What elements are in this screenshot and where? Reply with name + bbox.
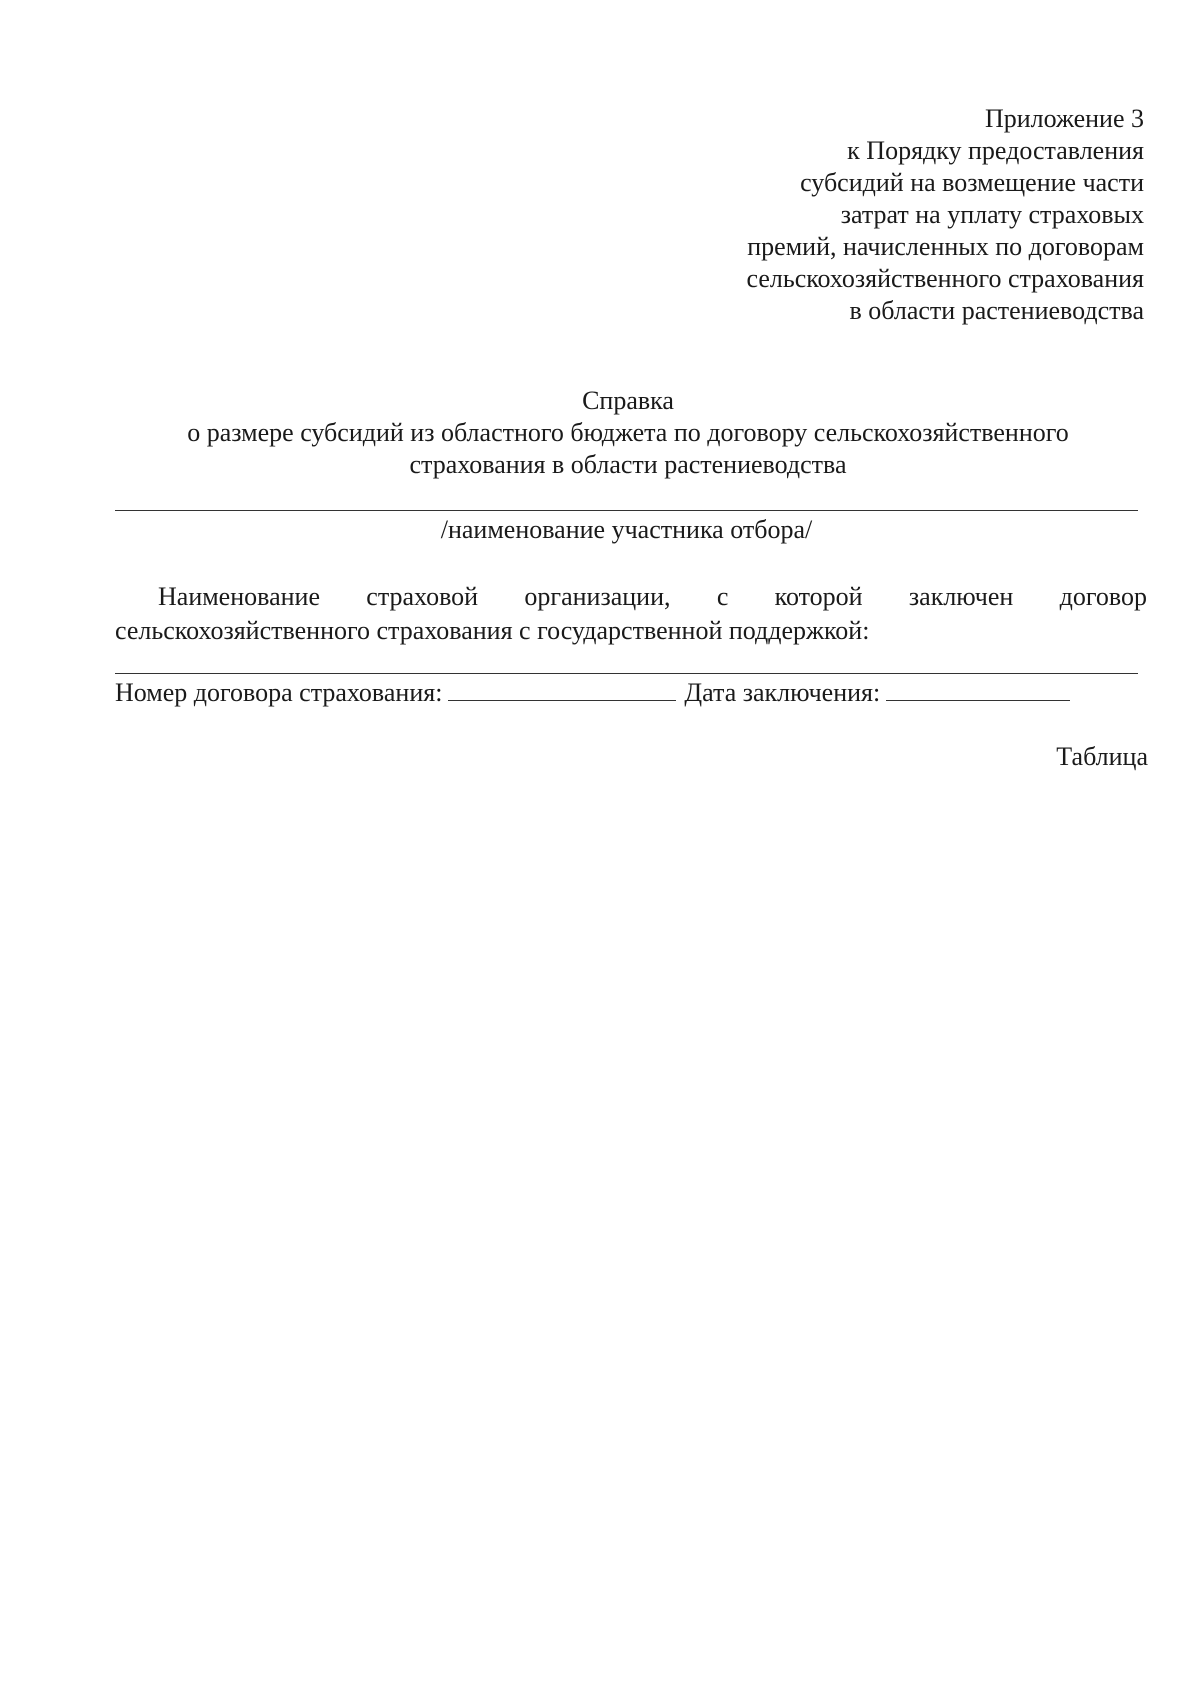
insurer-word: с bbox=[716, 582, 729, 611]
appendix-line: затрат на уплату страховых bbox=[840, 200, 1144, 229]
appendix-line: сельскохозяйственного страхования bbox=[746, 264, 1144, 293]
contract-number-blank[interactable] bbox=[448, 676, 676, 701]
contract-number-label: Номер договора страхования: bbox=[115, 678, 443, 707]
document-title bbox=[112, 385, 1144, 481]
appendix-line: Приложение 3 bbox=[984, 104, 1144, 133]
insurer-line: сельскохозяйственного страхования с государственной поддержкой: bbox=[115, 616, 870, 645]
insurer-word: страховой bbox=[366, 582, 479, 611]
appendix-line: премий, начисленных по договорам bbox=[747, 232, 1144, 261]
appendix-header bbox=[584, 103, 1144, 327]
insurer-word: организации, bbox=[524, 582, 671, 611]
participant-caption: /наименование участника отбора/ bbox=[440, 515, 813, 544]
title-line: о размере субсидий из областного бюджета по договору сельскохозяйственного bbox=[187, 418, 1069, 447]
contract-row bbox=[115, 676, 1070, 710]
participant-name-line[interactable] bbox=[115, 510, 1138, 511]
insurer-word: Наименование bbox=[158, 582, 320, 611]
insurer-paragraph bbox=[115, 580, 1147, 648]
title-heading: Справка bbox=[582, 386, 674, 415]
appendix-line: субсидий на возмещение части bbox=[800, 168, 1144, 197]
insurer-word: которой bbox=[774, 582, 863, 611]
appendix-line: к Порядку предоставления bbox=[847, 136, 1144, 165]
insurer-word: заключен bbox=[908, 582, 1014, 611]
contract-date-blank[interactable] bbox=[886, 676, 1070, 701]
appendix-line: в области растениеводства bbox=[849, 296, 1144, 325]
insurer-line-justified bbox=[115, 580, 1147, 614]
table-label: Таблица bbox=[1056, 742, 1148, 771]
title-line: страхования в области растениеводства bbox=[409, 450, 847, 479]
insurer-name-line[interactable] bbox=[115, 673, 1138, 674]
contract-date-label: Дата заключения: bbox=[684, 678, 881, 707]
insurer-word: договор bbox=[1059, 582, 1147, 611]
